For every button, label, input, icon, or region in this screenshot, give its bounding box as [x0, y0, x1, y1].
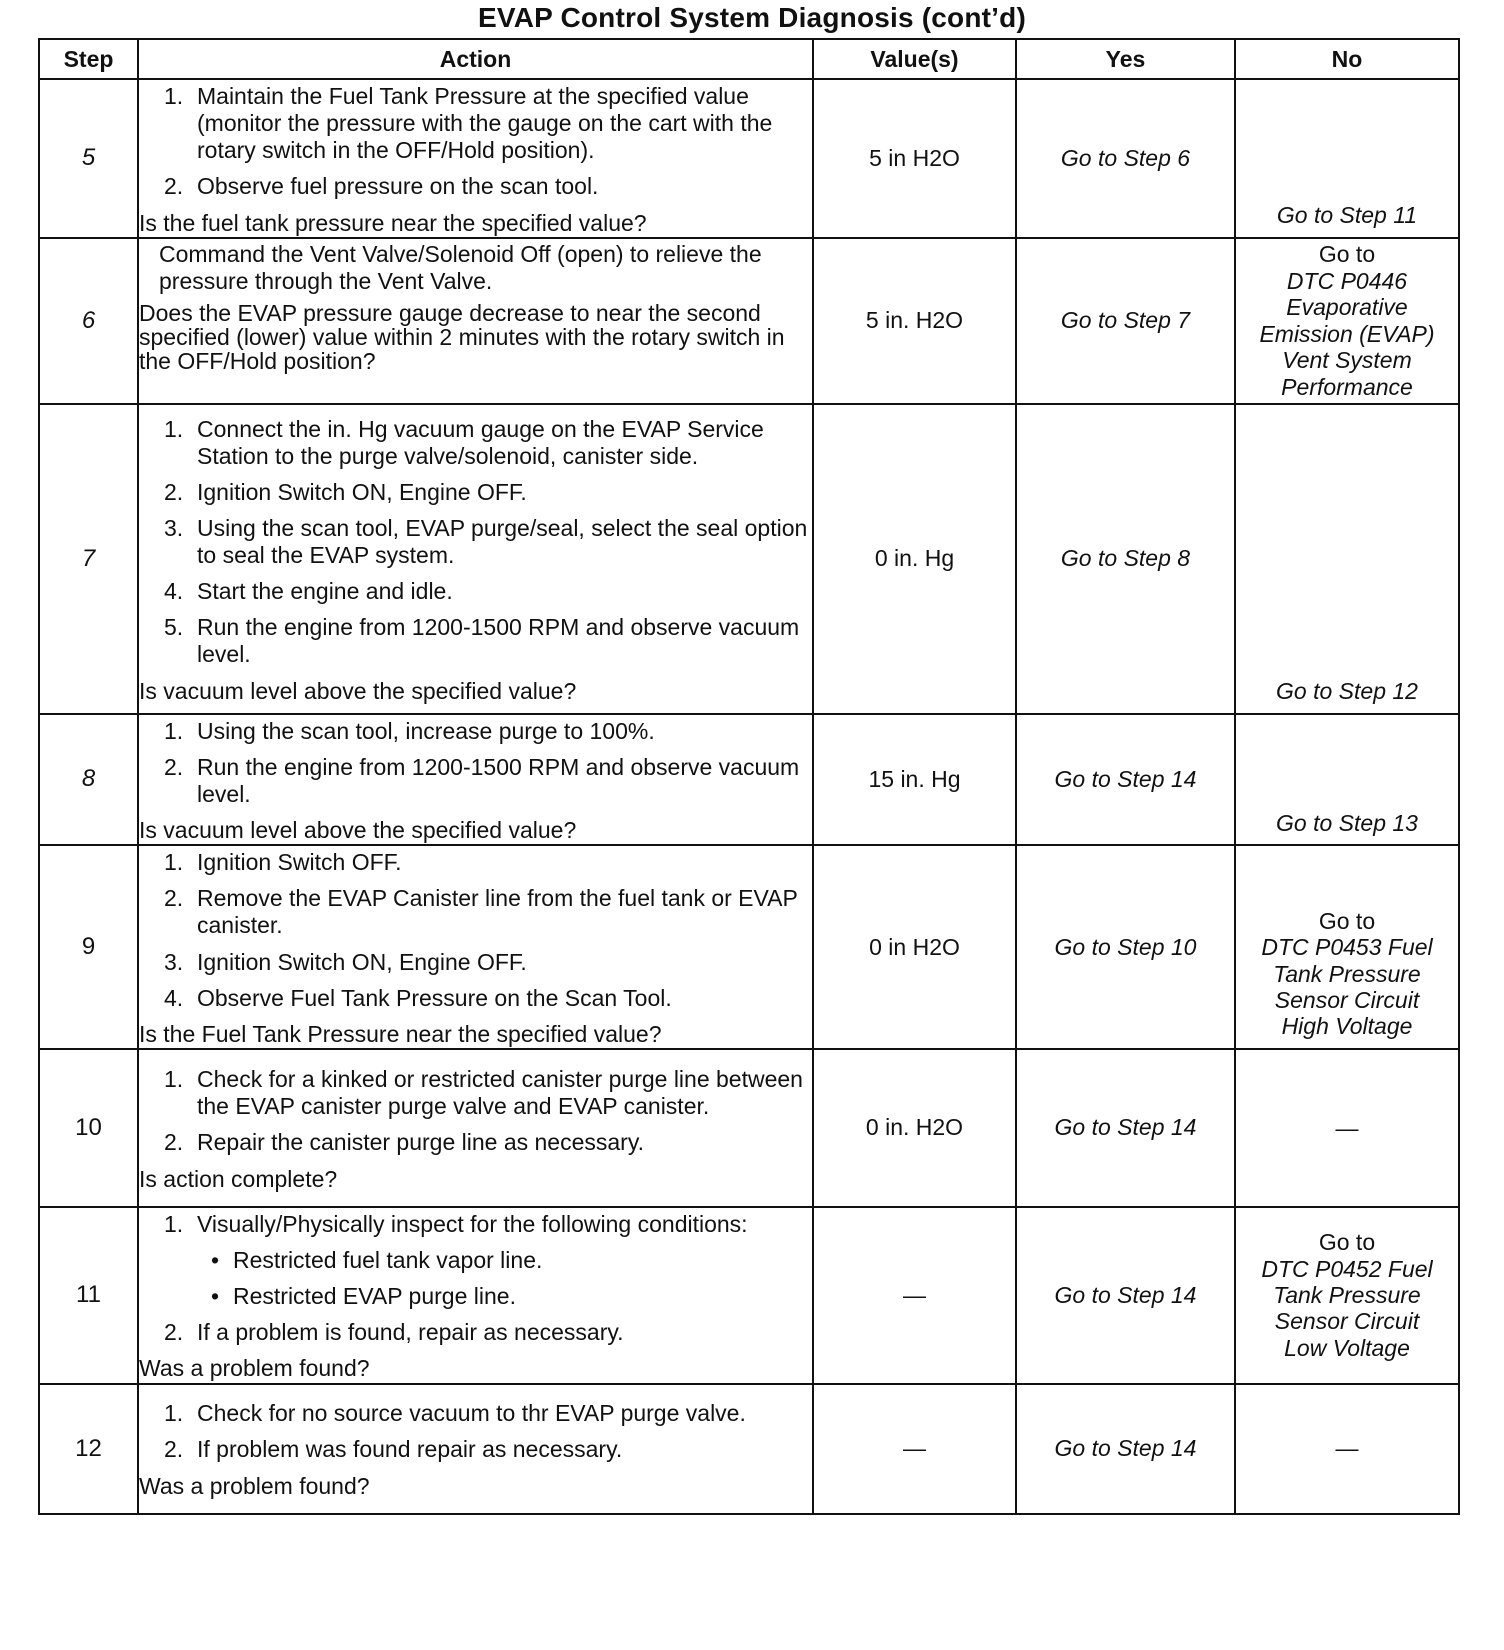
action-item: 2. If problem was found repair as necessary.	[164, 1436, 623, 1463]
step-number: 5	[39, 79, 138, 238]
value-cell: —	[813, 1384, 1016, 1514]
header-value: Value(s)	[813, 39, 1016, 79]
yes-cell: Go to Step 14	[1016, 714, 1235, 846]
action-question: Is vacuum level above the specified value?	[139, 677, 577, 704]
header-step: Step	[39, 39, 138, 79]
yes-cell: Go to Step 6	[1016, 79, 1235, 238]
action-question: Is the Fuel Tank Pressure near the specified value?	[139, 1020, 662, 1047]
table-row-step-9	[39, 845, 1459, 1049]
diagnosis-table	[38, 38, 1460, 1515]
value-cell: 15 in. Hg	[813, 714, 1016, 846]
header-no: No	[1235, 39, 1459, 79]
action-item: 5. Run the engine from 1200-1500 RPM and observe vacuum level.	[164, 614, 800, 668]
value-cell: 5 in H2O	[813, 79, 1016, 238]
no-cell: Go to DTC P0452 Fuel Tank Pressure Sensor Circuit Low Voltage	[1235, 1207, 1459, 1384]
table-row-step-12	[39, 1384, 1459, 1514]
page-title: EVAP Control System Diagnosis (cont’d)	[478, 2, 1026, 33]
no-cell: Go to Step 13	[1235, 714, 1459, 846]
value-cell: 5 in. H2O	[813, 238, 1016, 404]
step-number: 6	[39, 238, 138, 404]
action-item: 1. Ignition Switch OFF.	[164, 849, 402, 876]
no-cell: Go to DTC P0453 Fuel Tank Pressure Sensor Circuit High Voltage	[1235, 845, 1459, 1049]
yes-cell: Go to Step 7	[1016, 238, 1235, 404]
action-item: 2. Run the engine from 1200-1500 RPM and observe vacuum level.	[164, 753, 800, 807]
action-item: 2. Repair the canister purge line as necessary.	[164, 1129, 645, 1156]
yes-cell: Go to Step 10	[1016, 845, 1235, 1049]
no-cell: Go to DTC P0446 Evaporative Emission (EVAP) Vent System Performance	[1235, 238, 1459, 404]
step-number: 7	[39, 404, 138, 714]
table-row-step-6	[39, 238, 1459, 404]
action-question: Was a problem found?	[139, 1472, 370, 1499]
value-cell: 0 in. H2O	[813, 1049, 1016, 1207]
action-item: 4. Start the engine and idle.	[164, 578, 453, 605]
action-item: 2. Observe fuel pressure on the scan tool.	[164, 173, 599, 200]
value-cell: —	[813, 1207, 1016, 1384]
action-item: 2. If a problem is found, repair as necessary.	[164, 1319, 624, 1346]
step-number: 11	[39, 1207, 138, 1384]
action-item: 4. Observe Fuel Tank Pressure on the Scan Tool.	[164, 984, 672, 1011]
no-cell: Go to Step 11	[1235, 79, 1459, 238]
step-number: 10	[39, 1049, 138, 1207]
action-item: 2. Remove the EVAP Canister line from the fuel tank or EVAP canister.	[164, 885, 798, 939]
action-item: 1. Connect the in. Hg vacuum gauge on the EVAP Service Station to the purge valve/solenoid, canister side.	[164, 415, 764, 469]
action-item: 1. Using the scan tool, increase purge to 100%.	[164, 717, 655, 744]
value-cell: 0 in H2O	[813, 845, 1016, 1049]
action-item: 3. Ignition Switch ON, Engine OFF.	[164, 948, 527, 975]
action-question: Was a problem found?	[139, 1355, 370, 1382]
value-cell: 0 in. Hg	[813, 404, 1016, 714]
action-item: 1. Visually/Physically inspect for the following conditions:	[164, 1210, 748, 1237]
action-bullet: • Restricted EVAP purge line.	[211, 1283, 516, 1310]
action-cell	[138, 79, 813, 238]
step-number: 12	[39, 1384, 138, 1514]
action-item: 3. Using the scan tool, EVAP purge/seal, select the seal option to seal the EVAP system.	[164, 514, 808, 569]
action-question: Is vacuum level above the specified value?	[139, 817, 577, 843]
header-row	[39, 39, 1459, 79]
action-cell	[138, 404, 813, 714]
no-cell: —	[1235, 1384, 1459, 1514]
action-item: 1. Check for a kinked or restricted canister purge line between the EVAP canister purge valve and EVAP canister.	[164, 1066, 803, 1120]
action-cell	[138, 1384, 813, 1514]
action-cell	[138, 238, 813, 404]
header-action: Action	[138, 39, 813, 79]
action-item: 1. Maintain the Fuel Tank Pressure at the specified value (monitor the pressure with the gauge on the cart with the rotary switch in the OFF/Hold position).	[164, 83, 773, 164]
action-cell	[138, 1049, 813, 1207]
action-cell	[138, 1207, 813, 1384]
table-row-step-7	[39, 404, 1459, 714]
action-question: Does the EVAP pressure gauge decrease to near the second specified (lower) value within 2 minutes with the rotary switch in the OFF/Hold position?	[139, 299, 785, 375]
table-row-step-11	[39, 1207, 1459, 1384]
step-number: 9	[39, 845, 138, 1049]
action-instruction: Command the Vent Valve/Solenoid Off (open) to relieve the pressure through the Vent Valve.	[159, 240, 762, 294]
action-question: Is the fuel tank pressure near the specified value?	[139, 209, 647, 236]
yes-cell: Go to Step 14	[1016, 1384, 1235, 1514]
yes-cell: Go to Step 14	[1016, 1049, 1235, 1207]
no-cell: Go to Step 12	[1235, 404, 1459, 714]
action-cell	[138, 714, 813, 846]
action-item: 1. Check for no source vacuum to thr EVAP purge valve.	[164, 1400, 746, 1427]
no-cell: —	[1235, 1049, 1459, 1207]
action-question: Is action complete?	[139, 1165, 338, 1192]
action-item: 2. Ignition Switch ON, Engine OFF.	[164, 478, 527, 505]
table-row-step-8	[39, 714, 1459, 846]
table-row-step-5	[39, 79, 1459, 238]
header-yes: Yes	[1016, 39, 1235, 79]
step-number: 8	[39, 714, 138, 846]
yes-cell: Go to Step 14	[1016, 1207, 1235, 1384]
yes-cell: Go to Step 8	[1016, 404, 1235, 714]
table-row-step-10	[39, 1049, 1459, 1207]
action-bullet: • Restricted fuel tank vapor line.	[211, 1247, 543, 1273]
action-cell	[138, 845, 813, 1049]
